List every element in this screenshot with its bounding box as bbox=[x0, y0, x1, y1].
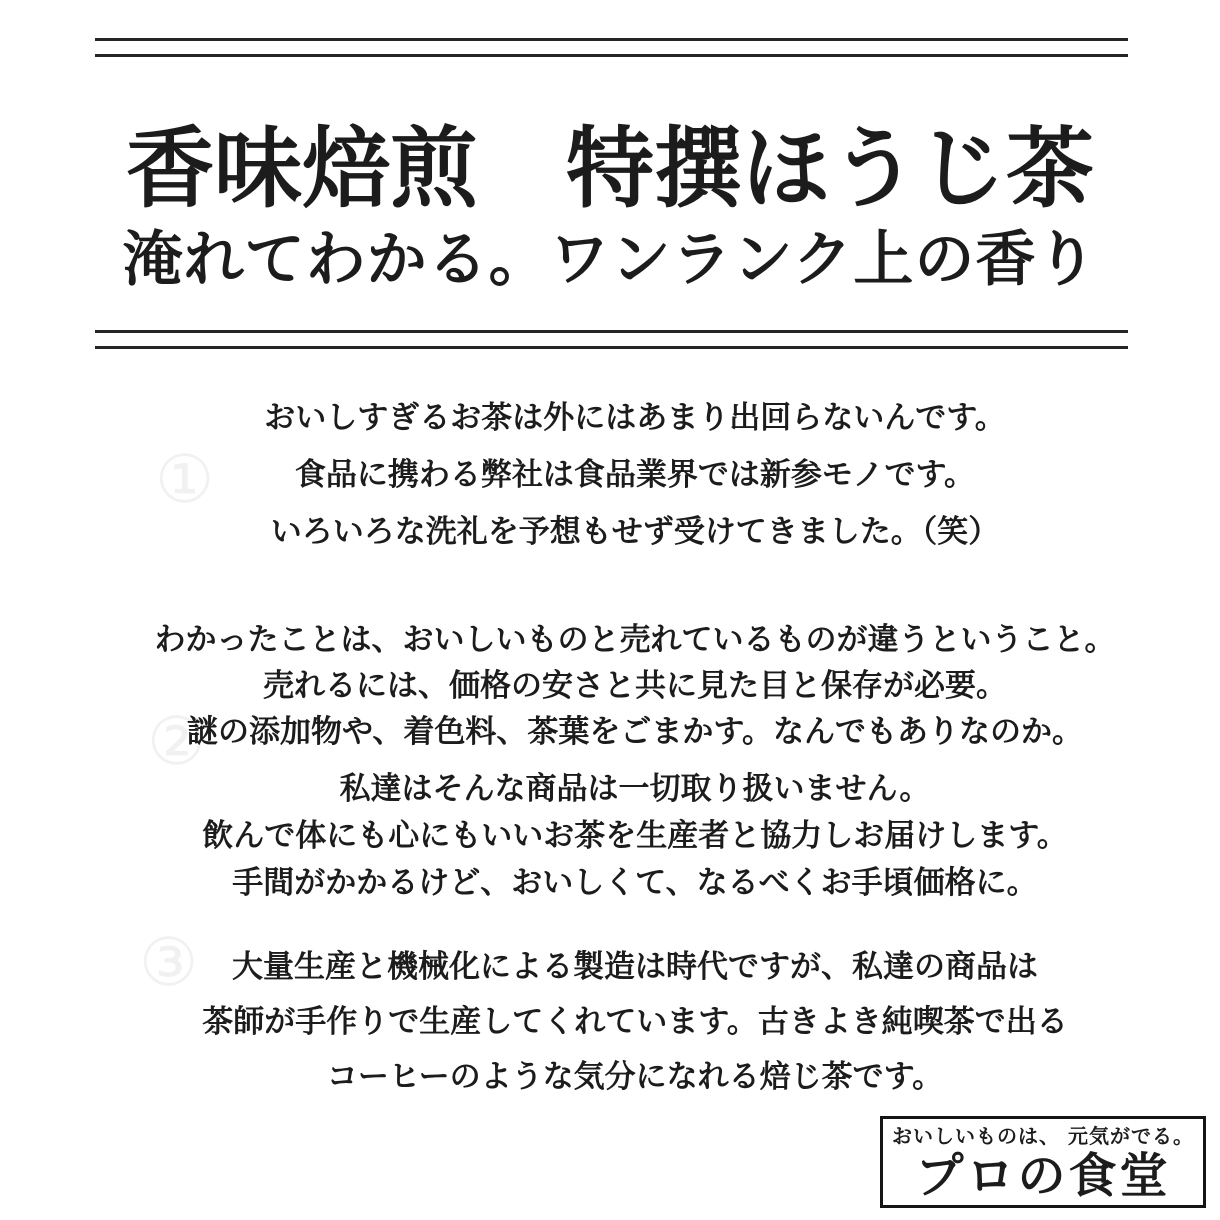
brand-logo-box bbox=[880, 1116, 1206, 1208]
paragraph-4-line-3: コーヒーのような気分になれる焙じ茶です。 bbox=[326, 1059, 944, 1095]
paragraph-4 bbox=[80, 940, 1190, 1105]
paragraph-1 bbox=[80, 390, 1190, 561]
paragraph-3-line-2: 飲んで体にも心にもいいお茶を生産者と協力しお届けします。 bbox=[202, 818, 1068, 854]
logo-tagline: おいしいものは、 元気がでる。 bbox=[892, 1124, 1194, 1148]
paragraph-1-line-1: おいしすぎるお茶は外にはあまり出回らないんです。 bbox=[264, 400, 1006, 436]
page-title: 香味焙煎 特撰ほうじ茶 bbox=[125, 116, 1094, 220]
rule-line bbox=[95, 346, 1128, 349]
paragraph-2-line-2: 売れるには、価格の安さと共に見た目と保存が必要。 bbox=[263, 668, 1007, 704]
paragraph-4-line-1: 大量生産と機械化による製造は時代ですが、私達の商品は bbox=[232, 949, 1038, 985]
top-double-rule bbox=[95, 38, 1128, 57]
watermark-number-1: ① bbox=[155, 441, 215, 518]
mid-double-rule bbox=[95, 330, 1128, 349]
logo-brand-name: プロの食堂 bbox=[915, 1148, 1171, 1204]
rule-line bbox=[95, 38, 1128, 41]
page-subtitle: 淹れてわかる。ワンランク上の香り bbox=[122, 225, 1098, 295]
paragraph-2-line-3: 謎の添加物や、着色料、茶葉をごまかす。なんでもありなのか。 bbox=[187, 714, 1083, 750]
paragraph-1-line-3: いろいろな洗礼を予想もせず受けてきました。（笑） bbox=[270, 514, 1000, 550]
watermark-number-3: ③ bbox=[139, 924, 199, 1001]
paragraph-3-line-3: 手間がかかるけど、おいしくて、なるべくお手頃価格に。 bbox=[232, 865, 1038, 901]
rule-line bbox=[95, 54, 1128, 57]
paragraph-4-line-2: 茶師が手作りで生産してくれています。古きよき純喫茶で出る bbox=[202, 1004, 1068, 1040]
watermark-number-2: ② bbox=[147, 703, 207, 780]
paragraph-3-line-1: 私達はそんな商品は一切取り扱いません。 bbox=[339, 771, 931, 807]
paragraph-3 bbox=[80, 766, 1190, 907]
paragraph-1-line-2: 食品に携わる弊社は食品業界では新参モノです。 bbox=[294, 457, 976, 493]
paragraph-2-line-1: わかったことは、おいしいものと売れているものが違うということ。 bbox=[154, 622, 1116, 658]
paragraph-2 bbox=[80, 617, 1190, 755]
rule-line bbox=[95, 330, 1128, 333]
